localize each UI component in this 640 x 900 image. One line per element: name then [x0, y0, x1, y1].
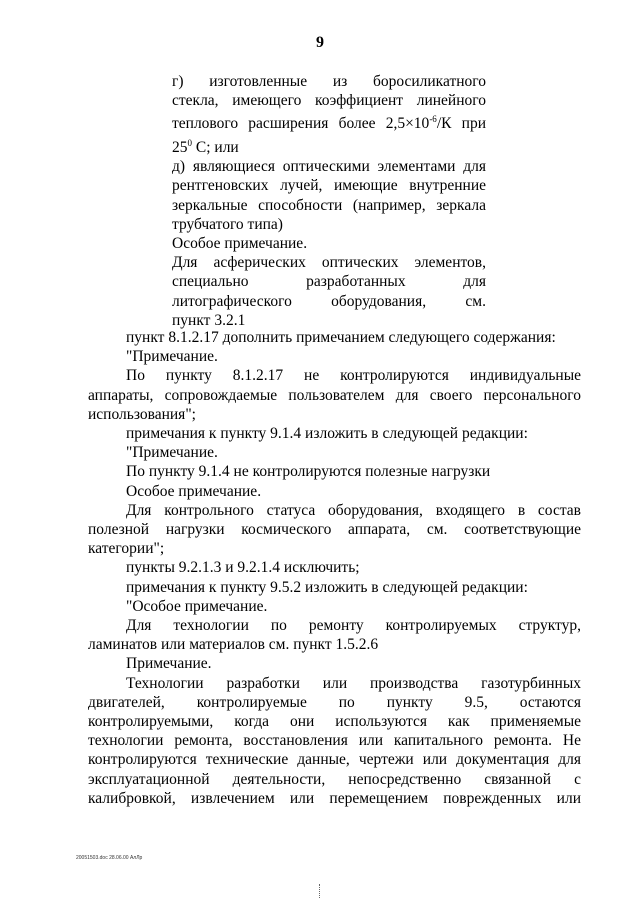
- body-text-line: двигателей, контролируемые по пункту 9.5, остаются: [88, 693, 581, 711]
- indented-text-block: [172, 72, 486, 330]
- body-text-line: эксплуатационной деятельности, непосредственно связанной с: [88, 770, 581, 788]
- indented-text-line: $25^0$ С; или: [172, 137, 239, 156]
- main-text-block: [88, 328, 581, 808]
- body-text-line: пункт 8.1.2.17 дополнить примечанием следующего содержания:: [126, 329, 556, 346]
- indented-text-line: стекла, имеющего коэффициент линейного: [172, 92, 486, 110]
- body-text-line: примечания к пункту 9.1.4 изложить в следующей редакции:: [126, 425, 528, 443]
- body-text-line: технологии ремонта, восстановления или капитального ремонта. Не: [88, 732, 581, 750]
- body-text-line: "Примечание.: [126, 444, 218, 462]
- indented-text-line: д) являющиеся оптическими элементами для: [172, 158, 486, 176]
- indented-text-line: зеркальные способности (например, зеркала: [172, 196, 486, 214]
- indented-text-line: пункт 3.2.1: [172, 311, 246, 329]
- body-text-line: ламинатов или материалов см. пункт 1.5.2.6: [88, 636, 379, 654]
- indented-text-line: Особое примечание.: [172, 234, 308, 252]
- indented-text-line: Для асферических оптических элементов,: [172, 254, 486, 272]
- body-text-line: пункты 9.2.1.3 и 9.2.1.4 исключить;: [126, 559, 360, 577]
- body-text-line: контролируются технические данные, чертежи или документация для: [88, 751, 581, 769]
- indented-text-line: теплового расширения более $2,5\times 10^{-6}/К$ при: [172, 114, 486, 133]
- scan-mark: [319, 884, 321, 898]
- body-text-line: "Особое примечание.: [126, 597, 268, 615]
- body-text-line: контролируемыми, когда они используются как применяемые: [88, 713, 581, 731]
- indented-text-line: трубчатого типа): [172, 215, 283, 233]
- indented-text-line: специально разработанных для: [172, 273, 486, 291]
- body-text-line: Для контрольного статуса оборудования, входящего в состав: [126, 501, 581, 519]
- body-text-line: Особое примечание.: [126, 482, 262, 500]
- body-text-line: Примечание.: [126, 655, 212, 673]
- document-footer: 20051503.doc 28.06.00 АлЛр: [76, 855, 143, 861]
- body-text-line: "Примечание.: [126, 348, 218, 366]
- body-text-line: примечания к пункту 9.5.2 изложить в следующей редакции:: [126, 578, 528, 596]
- indented-text-line: рентгеновских лучей, имеющие внутренние: [172, 177, 486, 195]
- page-number: 9: [316, 34, 324, 51]
- body-text-line: полезной нагрузки космического аппарата, см. соответствующие: [88, 521, 581, 539]
- body-text-line: По пункту 9.1.4 не контролируются полезные нагрузки: [126, 463, 491, 481]
- indented-text-line: г) изготовленные из боросиликатного: [172, 73, 486, 90]
- body-text-line: аппараты, сопровождаемые пользователем для своего персонального: [88, 386, 581, 404]
- indented-text-line: литографического оборудования, см.: [172, 292, 486, 310]
- body-text-line: категории";: [88, 540, 165, 558]
- body-text-line: Технологии разработки или производства газотурбинных: [126, 674, 581, 692]
- body-text-line: калибровкой, извлечением или перемещением поврежденных или: [88, 789, 581, 807]
- body-text-line: использования";: [88, 405, 196, 423]
- body-text-line: Для технологии по ремонту контролируемых структур,: [126, 617, 581, 635]
- body-text-line: По пункту 8.1.2.17 не контролируются индивидуальные: [126, 367, 581, 385]
